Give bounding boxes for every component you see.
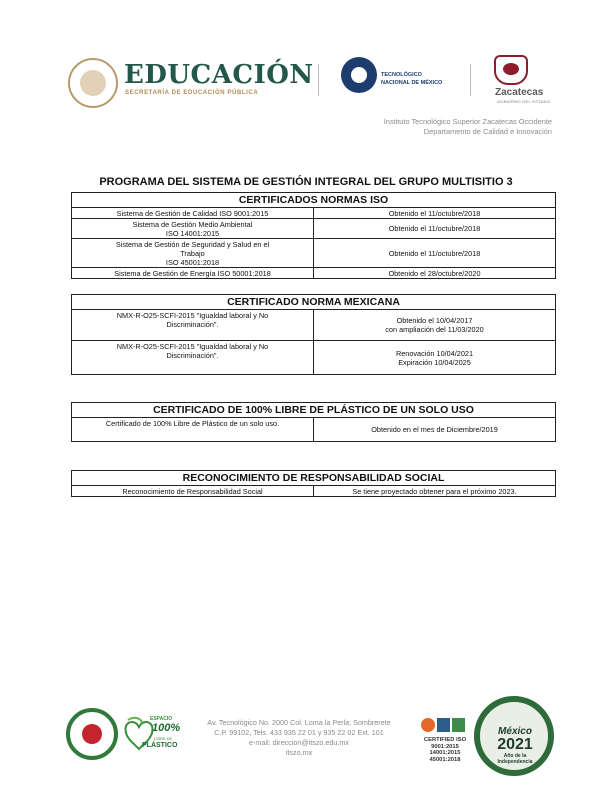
cert-name: Reconocimiento de Responsabilidad Social bbox=[72, 486, 314, 497]
table-row bbox=[72, 341, 556, 375]
table-row bbox=[72, 219, 556, 239]
plastic-free-certificate-table bbox=[71, 402, 556, 442]
sep-logo-title: EDUCACIÓN bbox=[124, 60, 314, 90]
plastic-heading: CERTIFICADO DE 100% LIBRE DE PLÁSTICO DE UN SOLO USO bbox=[72, 403, 556, 418]
cert-status: Obtenido el 11/octubre/2018 bbox=[314, 239, 556, 268]
tecnm-logo-text bbox=[381, 71, 442, 87]
cert-name-line: Sistema de Gestión de Seguridad y Salud en el bbox=[115, 239, 270, 249]
cert-name bbox=[72, 341, 314, 375]
cert-status bbox=[314, 341, 556, 375]
header-divider bbox=[318, 64, 319, 96]
zacatecas-logo bbox=[494, 55, 528, 85]
cert-name-line: Sistema de Gestión Medio Ambiental bbox=[132, 219, 253, 229]
cert-name: Sistema de Gestión de Calidad ISO 9001:2015 bbox=[72, 208, 314, 219]
social-responsibility-table bbox=[71, 470, 556, 497]
cert-name bbox=[72, 310, 314, 341]
table-row bbox=[72, 268, 556, 279]
cert-logos-icon bbox=[420, 714, 468, 736]
cert-name-line: NMX-R-O25-SCFI-2015 "Igualdad laboral y No bbox=[116, 311, 269, 320]
iso-certificates-table bbox=[71, 192, 556, 279]
cert-line: 9001:2015 bbox=[431, 743, 459, 750]
cert-status: Se tiene proyectado obtener para el próximo 2023. bbox=[314, 486, 556, 497]
cert-status: Obtenido en el mes de Diciembre/2019 bbox=[314, 418, 556, 442]
cert-name-line: Trabajo bbox=[180, 248, 205, 258]
cert-line: CERTIFIED ISO bbox=[423, 737, 467, 743]
address-line1: Av. Tecnológico No. 2000 Col. Loma la Perla; Sombrerete bbox=[207, 718, 391, 727]
nmx-certificate-table bbox=[71, 294, 556, 375]
cert-name bbox=[72, 239, 314, 268]
table-row bbox=[72, 310, 556, 341]
cert-name: Sistema de Gestión de Energía ISO 50001:2018 bbox=[72, 268, 314, 279]
zacatecas-subtitle: GOBIERNO DEL ESTADO bbox=[497, 99, 551, 104]
footer-address bbox=[180, 718, 418, 758]
mexico-2021-text bbox=[480, 726, 550, 765]
plastic-logo-line4: PLÁSTICO bbox=[142, 742, 178, 749]
zacatecas-name: Zacatecas bbox=[495, 87, 544, 98]
plastic-logo-line1: ESPACIO bbox=[150, 716, 173, 722]
cert-name-line: Discriminación". bbox=[166, 351, 219, 360]
institute-name: Instituto Tecnológico Superior Zacatecas Occidente bbox=[383, 117, 552, 126]
tecnm-line2: NACIONAL DE MÉXICO bbox=[381, 80, 443, 86]
mex-word: México bbox=[498, 726, 532, 737]
mex-year: 2021 bbox=[497, 736, 533, 753]
plastic-free-space-logo bbox=[120, 714, 180, 756]
address-line2: C.P. 99102, Tels. 433 935 22 01 y 935 22 02 Ext. 101 bbox=[214, 728, 384, 737]
sep-logo-subtitle: SECRETARÍA DE EDUCACIÓN PÚBLICA bbox=[125, 90, 259, 96]
cert-status-line: Expiración 10/04/2025 bbox=[398, 357, 471, 367]
tecnm-line1: TECNOLÓGICO bbox=[381, 72, 422, 78]
cert-status-line: Obtenido el 10/04/2017 bbox=[396, 316, 473, 325]
footer-email: e-mail: direccion@itszo.edu.mx bbox=[249, 738, 349, 747]
institute-block bbox=[384, 117, 552, 137]
table-row bbox=[72, 486, 556, 497]
cert-line: 45001:2018 bbox=[429, 756, 461, 763]
page-title: PROGRAMA DEL SISTEMA DE GESTIÓN INTEGRAL DEL GRUPO MULTISITIO 3 bbox=[99, 176, 513, 188]
nmx-heading: CERTIFICADO NORMA MEXICANA bbox=[72, 295, 556, 310]
cert-status: Obtenido el 28/octubre/2020 bbox=[314, 268, 556, 279]
tecnm-gear-logo bbox=[341, 57, 377, 93]
institute-emblem-logo bbox=[66, 708, 118, 760]
iso-heading: CERTIFICADOS NORMAS ISO bbox=[72, 193, 556, 208]
cert-name-line: ISO 45001:2018 bbox=[165, 257, 220, 267]
cert-name: Certificado de 100% Libre de Plástico de un solo uso. bbox=[72, 418, 314, 442]
cert-status-line: con ampliación del 11/03/2020 bbox=[385, 325, 484, 334]
iso-certification-text bbox=[420, 737, 470, 763]
header-divider bbox=[470, 64, 471, 96]
cert-line: 14001:2015 bbox=[429, 750, 461, 757]
plastic-logo-line2: 100% bbox=[152, 722, 181, 734]
cert-name bbox=[72, 219, 314, 239]
cert-name-line: Discriminación". bbox=[166, 320, 219, 329]
cert-status: Obtenido el 11/octubre/2018 bbox=[314, 208, 556, 219]
sep-seal-logo bbox=[68, 58, 118, 108]
social-heading: RECONOCIMIENTO DE RESPONSABILIDAD SOCIAL bbox=[72, 471, 556, 486]
mex-line1: Año de la bbox=[503, 753, 527, 759]
cert-name-line: NMX-R-O25-SCFI-2015 "Igualdad laboral y No bbox=[116, 342, 269, 351]
cert-status-line: Renovación 10/04/2021 bbox=[395, 348, 474, 358]
cert-name-line: ISO 14001:2015 bbox=[165, 228, 220, 238]
mex-line2: Independencia bbox=[497, 759, 533, 765]
table-row bbox=[72, 418, 556, 442]
footer-web: itszo.mx bbox=[285, 748, 313, 757]
plastic-logo-line3: LIBRE DE bbox=[154, 736, 173, 741]
department-name: Departamento de Calidad e Innovación bbox=[423, 127, 552, 136]
table-row bbox=[72, 239, 556, 268]
cert-status bbox=[314, 310, 556, 341]
table-row bbox=[72, 208, 556, 219]
cert-status: Obtenido el 11/octubre/2018 bbox=[314, 219, 556, 239]
